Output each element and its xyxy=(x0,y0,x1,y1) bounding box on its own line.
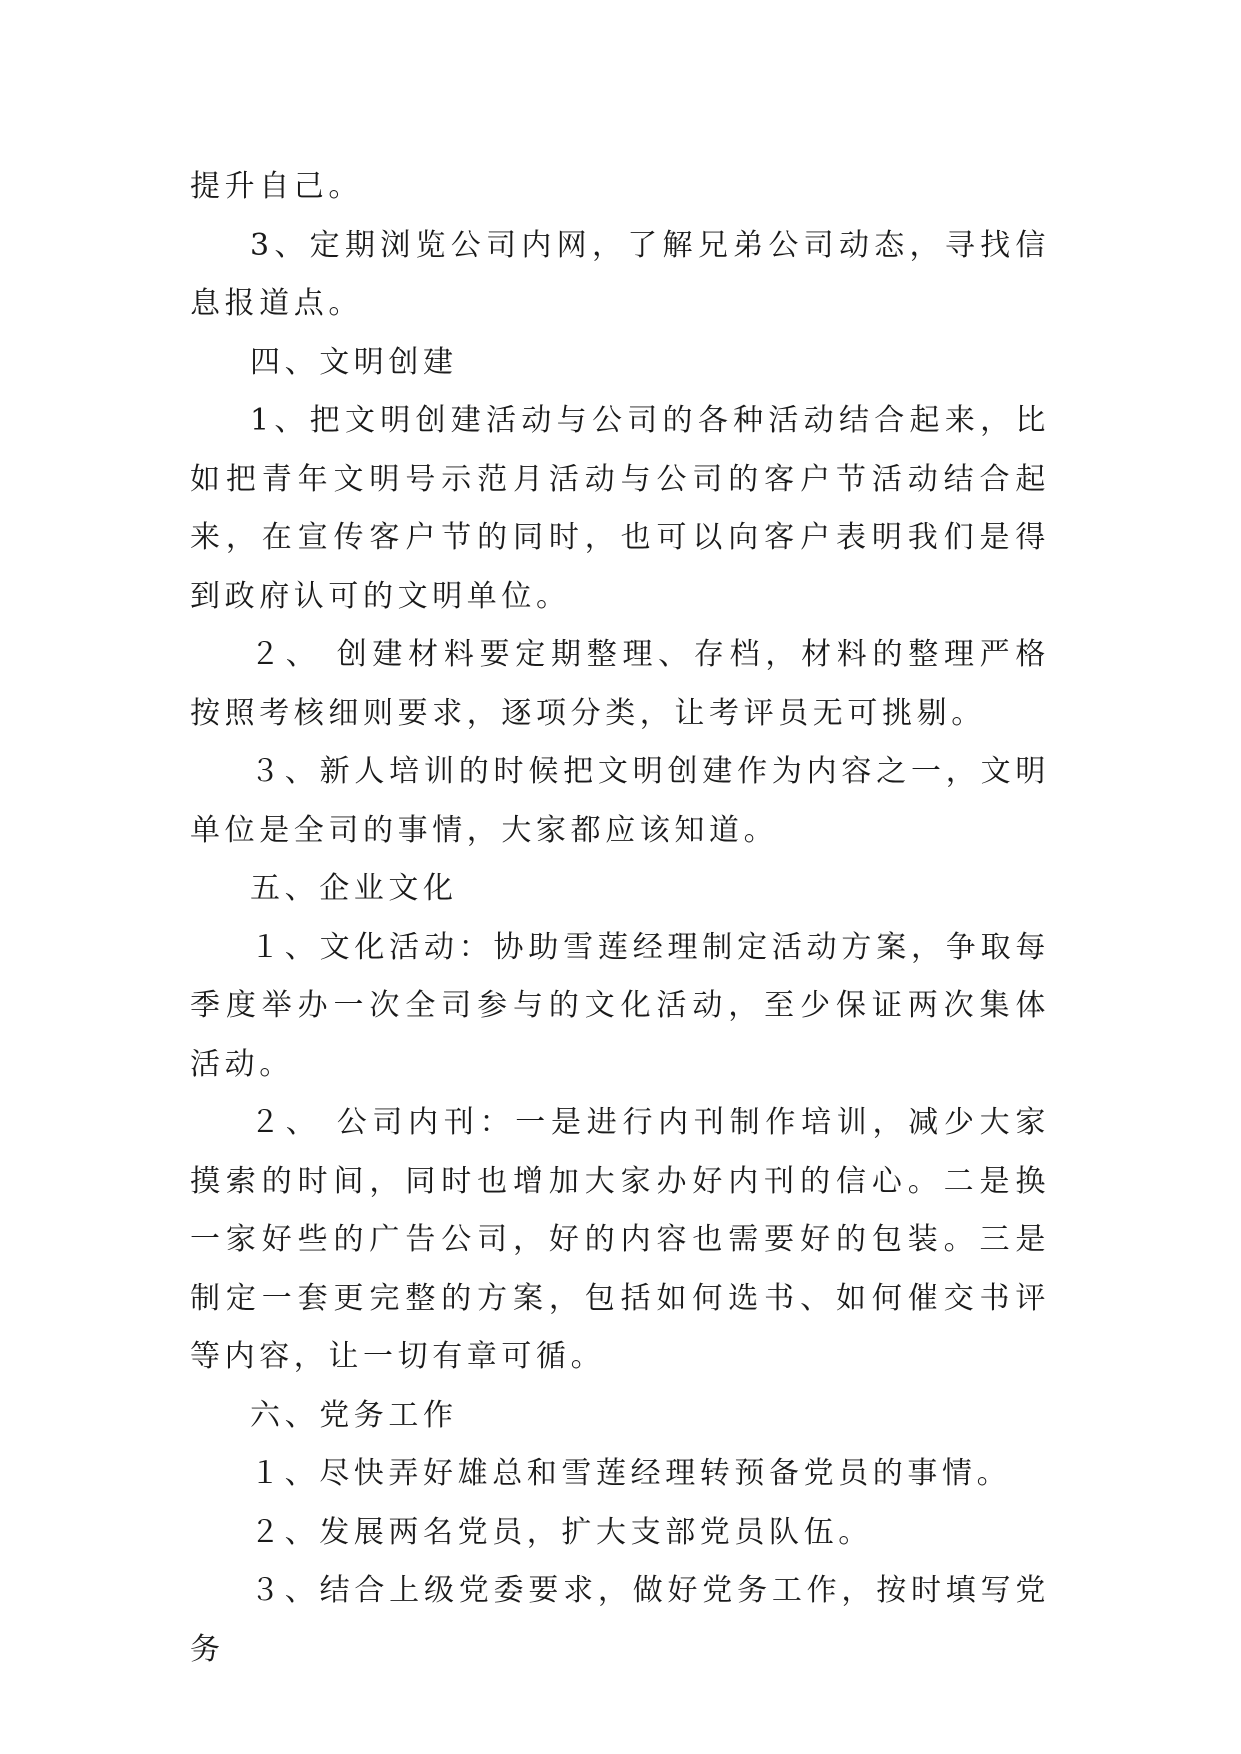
paragraph-item-3-party-work: ３、结合上级党委要求，做好党务工作，按时填写党务 xyxy=(190,1573,1050,1667)
paragraph-item-2-develop: ２、发展两名党员，扩大支部党员队伍。 xyxy=(250,1514,873,1550)
paragraph-item-2-journal: ２、 公司内刊：一是进行内刊制作培训，减少大家摸索的时间，同时也增加大家办好内刊的信心。二是换一家好些的广告公司，好的内容也需要好的包装。三是制定一套更完整的方案，包括如何选书、如何催交书评等内容，让一切有章可循。 xyxy=(190,1105,1050,1374)
paragraph-item-2-materials: ２、 创建材料要定期整理、存档，材料的整理严格按照考核细则要求，逐项分类，让考评员无可挑剔。 xyxy=(190,637,1050,731)
section-heading-party: 六、党务工作 xyxy=(250,1397,458,1433)
document-body xyxy=(190,158,1050,1679)
paragraph-item-3-training: ３、新人培训的时候把文明创建作为内容之一，文明单位是全司的事情，大家都应该知道。 xyxy=(190,754,1050,848)
paragraph-item-1-members: １、尽快弄好雄总和雪莲经理转预备党员的事情。 xyxy=(250,1456,1012,1491)
paragraph-item-1-activities: １、文化活动：协助雪莲经理制定活动方案，争取每季度举办一次全司参与的文化活动，至少保证两次集体活动。 xyxy=(190,929,1050,1082)
paragraph-continuation: 提升自己。 xyxy=(190,169,363,204)
paragraph-item-1-civilization: 1、把文明创建活动与公司的各种活动结合起来，比如把青年文明号示范月活动与公司的客户节活动结合起来，在宣传客户节的同时，也可以向客户表明我们是得到政府认可的文明单位。 xyxy=(190,403,1050,614)
section-heading-civilization: 四、文明创建 xyxy=(250,344,458,380)
paragraph-item-3-intranet: 3、定期浏览公司内网，了解兄弟公司动态，寻找信息报道点。 xyxy=(190,227,1050,321)
section-heading-culture: 五、企业文化 xyxy=(250,871,458,906)
